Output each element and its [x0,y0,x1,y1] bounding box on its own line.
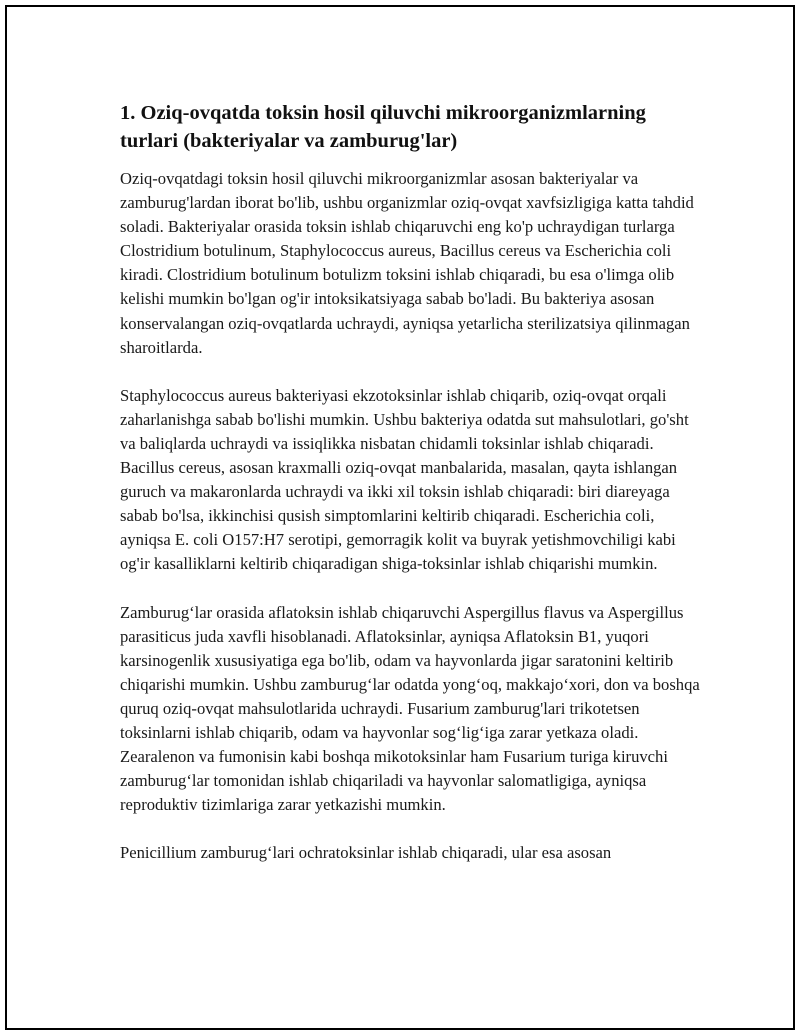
paragraph-2: Staphylococcus aureus bakteriyasi ekzotoksinlar ishlab chiqarib, oziq-ovqat orqali zaharlanishga sabab bo'lishi mumkin. Ushbu bakteriya odatda sut mahsulotlari, go'sht va baliqlarda uchraydi va issiqlikka nisbatan chidamli toksinlar ishlab chiqaradi. Bacillus cereus, asosan kraxmalli oziq-ovqat manbalarida, masalan, qayta ishlangan guruch va makaronlarda uchraydi va ikki xil toksin ishlab chiqaradi: biri diareyaga sabab bo'lsa, ikkinchisi qusish simptomlarini keltirib chiqaradi. Escherichia coli, ayniqsa E. coli O157:H7 serotipi, gemorragik kolit va buyrak yetishmovchiligi kabi og'ir kasalliklarni keltirib chiqaradigan shiga-toksinlar ishlab chiqarishi mumkin. [120,385,689,574]
document-body [120,99,700,889]
section-heading: 1. Oziq-ovqatda toksin hosil qiluvchi mikroorganizmlarning turlari (bakteriyalar va zamburug'lar) [120,102,646,152]
paragraph-3: Zamburug‘lar orasida aflatoksin ishlab chiqaruvchi Aspergillus flavus va Aspergillus parasiticus juda xavfli hisoblanadi. Aflatoksinlar, ayniqsa Aflatoksin B1, yuqori karsinogenlik xususiyatiga ega bo'lib, odam va hayvonlarda jigar saratonini keltirib chiqarishi mumkin. Ushbu zamburug‘lar odatda yong‘oq, makkajo‘xori, don va boshqa quruq oziq-ovqat mahsulotlarida uchraydi. Fusarium zamburug'lari trikotetsen toksinlarni ishlab chiqarib, odam va hayvonlar sog‘lig‘iga zarar yetkaza oladi. Zearalenon va fumonisin kabi boshqa mikotoksinlar ham Fusarium turiga kiruvchi zamburug‘lar tomonidan ishlab chiqariladi va hayvonlar salomatligiga, ayniqsa reproduktiv tizimlariga zarar yetkazishi mumkin. [120,602,700,815]
page-frame [5,5,795,1030]
paragraph-4: Penicillium zamburug‘lari ochratoksinlar ishlab chiqaradi, ular esa asosan [120,843,612,863]
paragraph-1: Oziq-ovqatdagi toksin hosil qiluvchi mikroorganizmlar asosan bakteriyalar va zamburug'lardan iborat bo'lib, ushbu organizmlar oziq-ovqat xavfsizligiga katta tahdid soladi. Bakteriyalar orasida toksin ishlab chiqaruvchi eng ko'p uchraydigan turlarga Clostridium botulinum, Staphylococcus aureus, Bacillus cereus va Escherichia coli kiradi. Clostridium botulinum botulizm toksini ishlab chiqaradi, bu esa o'limga olib kelishi mumkin bo'lgan og'ir intoksikatsiyaga sabab bo'ladi. Bu bakteriya asosan konservalangan oziq-ovqatlarda uchraydi, ayniqsa yetarlicha sterilizatsiya qilinmagan sharoitlarda. [120,169,694,357]
